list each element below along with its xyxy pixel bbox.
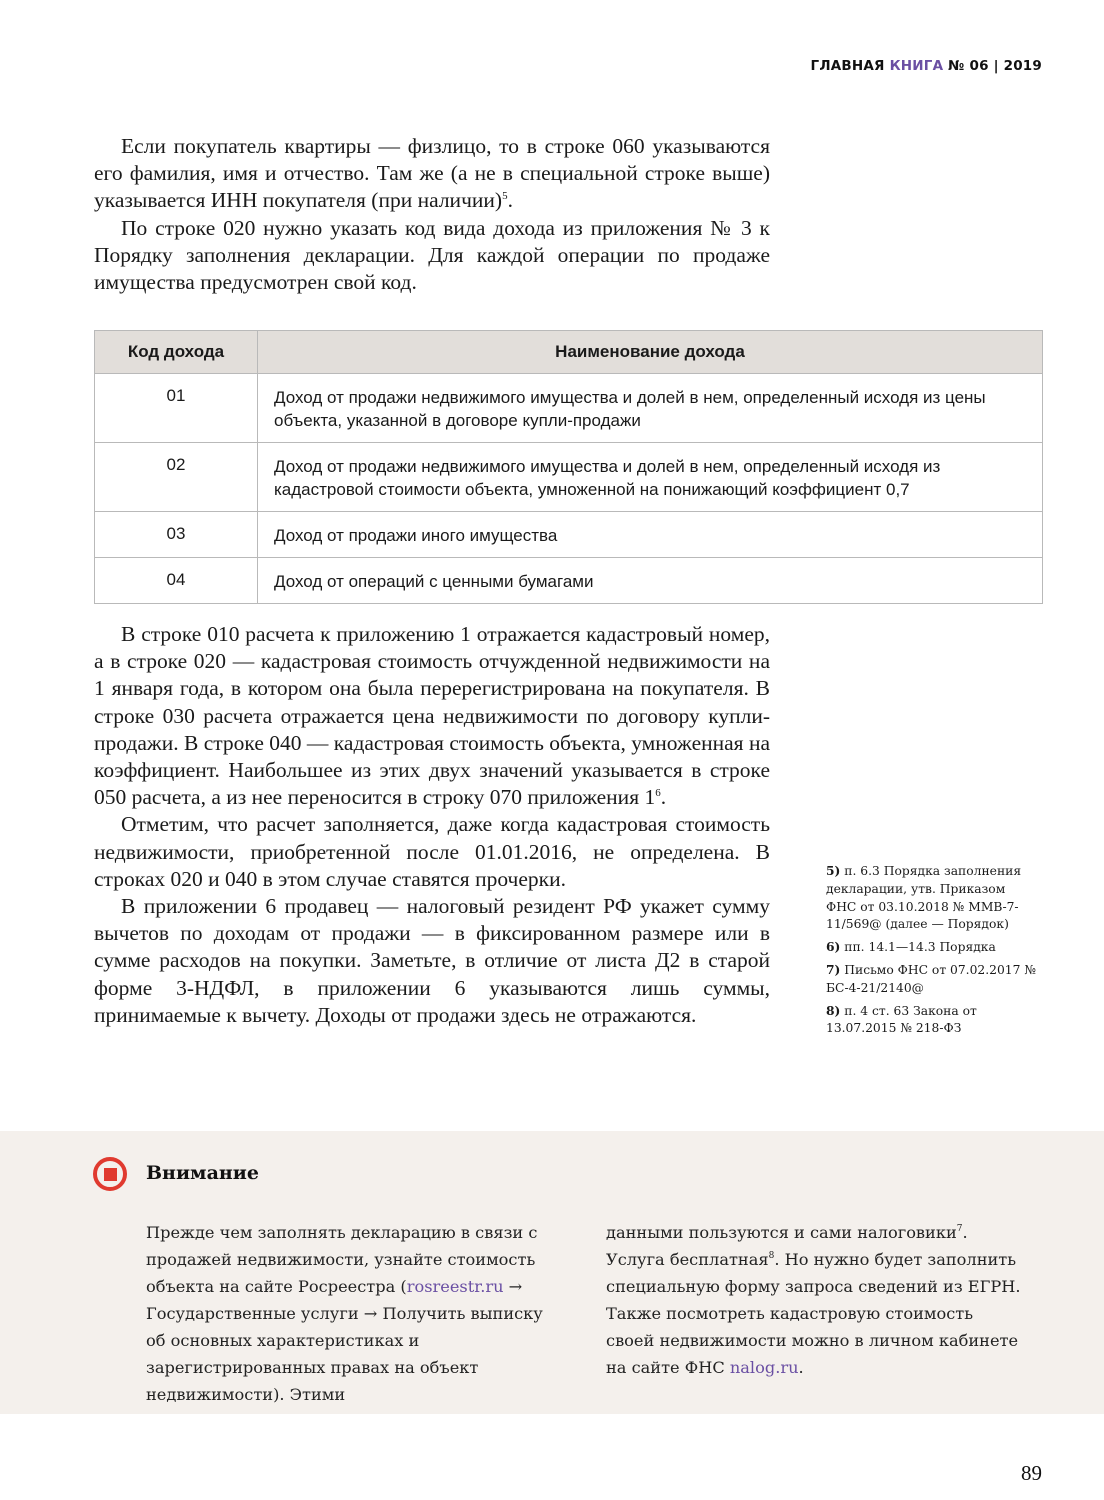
table-row (95, 558, 1043, 604)
nalog-link[interactable]: nalog.ru (729, 1358, 799, 1377)
footnotes (826, 862, 1036, 1042)
income-name: Доход от операций с ценными бумагами (258, 558, 1043, 604)
income-name: Доход от продажи иного имущества (258, 512, 1043, 558)
paragraph: В приложении 6 продавец — налоговый резидент РФ укажет сумму вычетов по доходам от продажи — в фиксированном размере или в сумме расходов на покупки. Заметьте, в отличие от листа Д2 в старой форме 3-НДФЛ, в приложении 6 указываются лишь суммы, принимаемые к вычету. Доходы от продажи здесь не отражаются. (94, 894, 770, 1027)
income-code: 04 (95, 558, 258, 604)
footnote-ref[interactable]: 6 (655, 787, 661, 800)
attention-callout (0, 1131, 1104, 1414)
income-code: 02 (95, 443, 258, 512)
callout-column-1: Прежде чем заполнять декларацию в связи с продажей недвижимости, узнайте стоимость объекта на сайте Росреестра (rosreestr.ru → Государственные услуги → Получить выписку об основных характеристиках и зарегистрированных правах на объект недвижимости). Этими (146, 1223, 543, 1404)
issue-number: № 06 | 2019 (948, 58, 1042, 74)
page-number: 89 (1021, 1461, 1042, 1485)
paragraph: В строке 010 расчета к приложению 1 отражается кадастровый номер, а в строке 020 — кадастровая стоимость отчужденной недвижимости на 1 января года, в котором она была перерегистрирована на покупателя. В строке 030 расчета отражается цена недвижимости по договору купли-продажи. В строке 040 — кадастровая стоимость объекта, умноженная на коэффициент. Наибольшее из этих двух значений указывается в строке 050 расчета, а из нее переносится в строку 070 приложения $1^6$. (94, 622, 770, 810)
paragraph: Отметим, что расчет заполняется, даже когда кадастровая стоимость недвижимости, приобретенной после 01.01.2016, не определена. В строках 020 и 040 в этом случае ставятся прочерки. (94, 812, 770, 891)
decorative-edge (0, 1127, 1104, 1133)
income-code: 03 (95, 512, 258, 558)
stop-warning-icon (93, 1157, 127, 1191)
table-row (95, 512, 1043, 558)
table-header-row (95, 331, 1043, 374)
table-row (95, 374, 1043, 443)
callout-column-2: данными пользуются и сами налоговики$^7$. Услуга бесплатная$^8$. Но нужно будет заполнить специальную форму запроса сведений из ЕГРН. Также посмотреть кадастровую стоимость своей недвижимости можно в личном кабинете на сайте ФНС nalog.ru. (606, 1223, 1021, 1377)
footnote-ref[interactable]: 8 (768, 1251, 775, 1261)
header-code: Код дохода (95, 331, 258, 374)
footnote: 8) п. 4 ст. 63 Закона от 13.07.2015 № 218-ФЗ (826, 1002, 977, 1036)
callout-title: Внимание (146, 1162, 259, 1184)
income-codes-table (94, 330, 1043, 604)
brand-name-accent: КНИГА (889, 58, 944, 74)
header-name: Наименование дохода (258, 331, 1043, 374)
income-code: 01 (95, 374, 258, 443)
rosreestr-link[interactable]: rosreestr.ru (406, 1277, 504, 1296)
main-text (94, 621, 770, 1029)
footnote: 7) Письмо ФНС от 07.02.2017 № БС-4-21/2140@ (826, 961, 1036, 995)
footnote: 6) пп. 14.1—14.3 Порядка (826, 939, 996, 955)
paragraph: По строке 020 нужно указать код вида дохода из приложения № 3 к Порядку заполнения декларации. Для каждой операции по продаже имущества предусмотрен свой код. (94, 215, 770, 295)
magazine-header (811, 58, 1042, 74)
paragraph: Если покупатель квартиры — физлицо, то в строке 060 указываются его фамилия, имя и отчество. Там же (а не в специальной строке выше) указывается ИНН покупателя (при наличии)$^5$. (94, 134, 770, 213)
table-row (95, 443, 1043, 512)
income-name: Доход от продажи недвижимого имущества и долей в нем, определенный исходя из цены объекта, указанной в договоре купли-продажи (258, 374, 1043, 443)
footnote-ref[interactable]: 7 (956, 1224, 963, 1234)
income-name: Доход от продажи недвижимого имущества и долей в нем, определенный исходя из кадастровой стоимости объекта, умноженной на понижающий коэффициент 0,7 (258, 443, 1043, 512)
intro-text (94, 133, 770, 296)
brand-name: ГЛАВНАЯ (810, 58, 885, 74)
footnote: 5) п. 6.3 Порядка заполнения декларации, утв. Приказом ФНС от 03.10.2018 № ММВ-7-11/569@ (далее — Порядок) (826, 863, 1022, 932)
footnote-ref[interactable]: 5 (502, 190, 508, 203)
